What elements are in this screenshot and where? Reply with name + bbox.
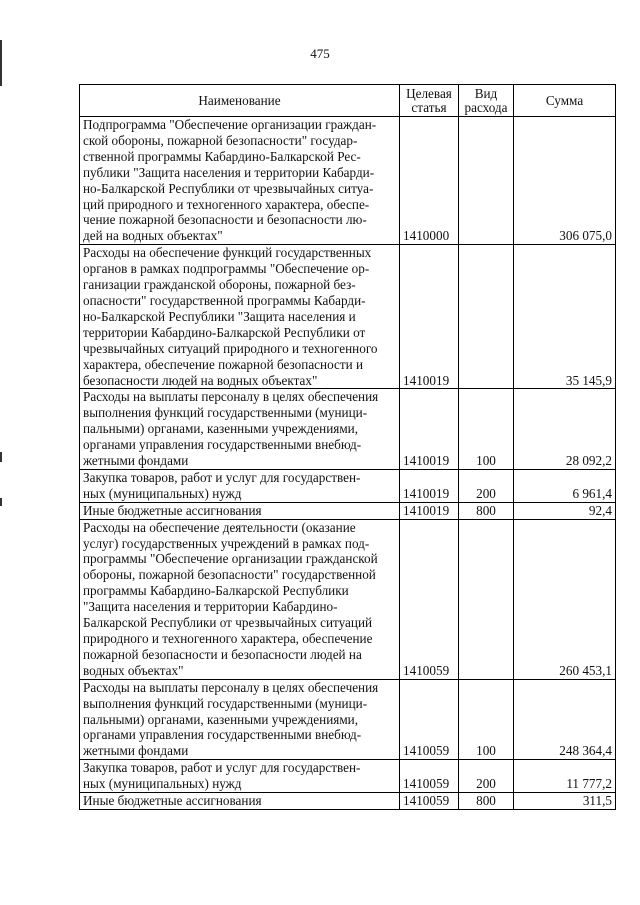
margin-mark-middle [0,452,2,462]
row-name-cell [80,469,400,502]
row-kind-cell: 100 [459,389,514,470]
row-name-line: ций природного и техногенного характера, обеспе- [83,196,370,212]
header-code-line1: Целевая [406,86,452,101]
row-name-line: но-Балкарской Республики от чрезвычайных ситуа- [83,180,374,196]
row-sum-cell: 28 092,2 [514,389,616,470]
header-code-line2: статья [411,100,447,115]
budget-table [79,84,616,810]
row-kind-cell: 800 [459,502,514,519]
row-code-cell: 1410019 [400,245,459,389]
row-name-line: пальными) органами, казенными учреждениями, [83,711,359,727]
row-name-line: дей на водных объектах" [83,228,223,244]
row-name-line: ных (муниципальных) нужд [83,776,242,792]
header-name [80,85,400,117]
row-name-line: органами управления государственными внебюд- [83,727,362,743]
row-name-line: жетными фондами [83,453,189,469]
table-row [80,502,616,519]
row-name-line: опасности" государственной программы Кабарди- [83,292,366,308]
row-name-cell [80,679,400,760]
row-sum-cell: 306 075,0 [514,117,616,245]
row-name-line: Балкарской Республики от чрезвычайных ситуаций [83,615,373,631]
table-row [80,519,616,679]
row-code-cell: 1410059 [400,793,459,810]
margin-mark-lower [0,498,2,506]
header-code [400,85,459,117]
row-name-cell [80,389,400,470]
header-kind-line1: Вид [474,86,498,101]
row-kind-cell: 200 [459,760,514,793]
row-name-line: жетными фондами [83,743,189,759]
row-name-line: характера, обеспечение пожарной безопасности и [83,356,364,372]
table-row [80,469,616,502]
row-code-cell: 1410059 [400,760,459,793]
row-name-line: Закупка товаров, работ и услуг для государствен- [83,760,361,776]
row-sum-cell: 311,5 [514,793,616,810]
row-name-cell [80,117,400,245]
row-kind-cell [459,245,514,389]
row-name-line: Расходы на обеспечение функций государственных [83,245,372,261]
row-name-line: Расходы на выплаты персоналу в целях обеспечения [83,389,379,405]
row-kind-cell: 800 [459,793,514,810]
row-code-cell: 1410000 [400,117,459,245]
row-name-line: пальными) органами, казенными учреждениями, [83,421,359,437]
header-sum-label: Сумма [545,92,584,108]
row-name-line: ственной программы Кабардино-Балкарской Рес- [83,148,361,164]
row-name-cell [80,502,400,519]
row-sum-cell: 260 453,1 [514,519,616,679]
row-name-line: органов в рамках подпрограммы "Обеспечение ор- [83,261,370,277]
table-header-row [80,85,616,117]
table-row [80,117,616,245]
row-name-line: пожарной безопасности и безопасности людей на [83,646,362,662]
row-code-cell: 1410019 [400,469,459,502]
row-name-line: Иные бюджетные ассигнования [83,502,262,518]
row-code-cell: 1410059 [400,519,459,679]
row-code-cell: 1410019 [400,502,459,519]
row-name-line: безопасности людей на водных объектах" [83,372,318,388]
row-sum-cell: 248 364,4 [514,679,616,760]
row-name-cell [80,760,400,793]
page-number: 475 [310,46,330,61]
row-name-line: ганизации гражданской обороны, пожарной без- [83,277,356,293]
row-name-line: территории Кабардино-Балкарской Республики от [83,324,366,340]
table-row [80,679,616,760]
row-name-line: выполнения функций государственными (муници- [83,695,368,711]
header-sum [514,85,616,117]
row-sum-cell: 35 145,9 [514,245,616,389]
row-name-line: "Защита населения и территории Кабардино- [83,599,338,615]
row-name-line: программы "Обеспечение организации гражданской [83,551,378,567]
header-name-label: Наименование [198,92,281,108]
row-sum-cell: 11 777,2 [514,760,616,793]
row-kind-cell [459,117,514,245]
row-kind-cell [459,519,514,679]
row-name-line: ных (муниципальных) нужд [83,485,242,501]
row-name-line: но-Балкарской Республики "Защита населения и [83,308,356,324]
row-name-line: программы Кабардино-Балкарской Республики [83,583,349,599]
row-name-cell [80,793,400,810]
row-code-cell: 1410059 [400,679,459,760]
row-name-cell [80,519,400,679]
row-name-line: ской обороны, пожарной безопасности" государ- [83,132,358,148]
table-row [80,245,616,389]
row-name-line: чрезвычайных ситуаций природного и техногенного [83,340,378,356]
table-row [80,793,616,810]
row-name-line: публики "Защита населения и территории Кабарди- [83,164,375,180]
row-kind-cell: 100 [459,679,514,760]
row-name-line: услуг) государственных учреждений в рамках под- [83,535,370,551]
row-name-line: обороны, пожарной безопасности" государственной [83,567,376,583]
row-name-line: Расходы на обеспечение деятельности (оказание [83,519,356,535]
row-name-line: природного и техногенного характера, обеспечение [83,631,373,646]
table-row [80,389,616,470]
row-name-line: Иные бюджетные ассигнования [83,793,262,809]
header-kind-line2: расхода [464,100,508,115]
row-name-line: Расходы на выплаты персоналу в целях обеспечения [83,679,379,695]
row-name-line: Подпрограмма "Обеспечение организации граждан- [83,117,377,132]
row-name-line: органами управления государственными внебюд- [83,437,362,453]
table-row [80,760,616,793]
row-code-cell: 1410019 [400,389,459,470]
table-body [80,117,616,810]
row-name-line: Закупка товаров, работ и услуг для государствен- [83,469,361,485]
row-name-cell [80,245,400,389]
header-kind [459,85,514,117]
row-name-line: чение пожарной безопасности и безопасности лю- [83,212,367,228]
row-kind-cell: 200 [459,469,514,502]
row-sum-cell: 92,4 [514,502,616,519]
row-sum-cell: 6 961,4 [514,469,616,502]
row-name-line: водных объектах" [83,662,184,678]
row-name-line: выполнения функций государственными (муници- [83,405,368,421]
